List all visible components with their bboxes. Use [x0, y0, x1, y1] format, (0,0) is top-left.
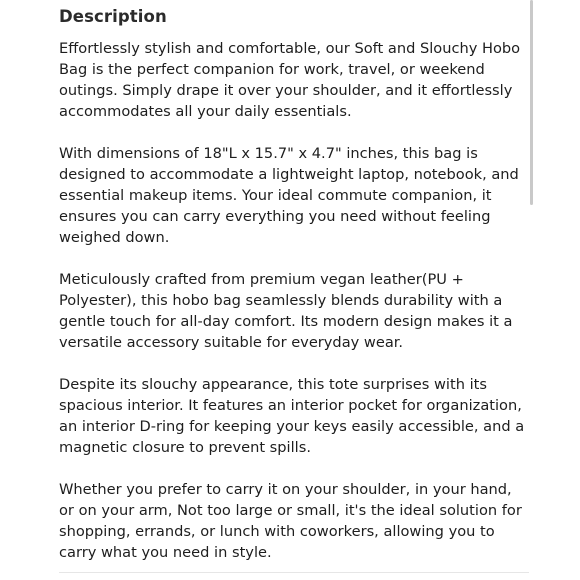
- description-content: [59, 4, 531, 580]
- description-paragraph-4: Despite its slouchy appearance, this tote surprises with its spacious interior. It features an interior pocket for organization, an interior D-ring for keeping your keys easily accessible, and a magnetic closure to prevent spills.: [59, 376, 525, 456]
- description-paragraph-2: With dimensions of 18"L x 15.7" x 4.7" inches, this bag is designed to accommodate a lightweight laptop, notebook, and essential makeup items. Your ideal commute companion, it ensures you can carry everything you need without feeling weighed down.: [59, 145, 519, 246]
- description-paragraph-3: Meticulously crafted from premium vegan leather(PU + Polyester), this hobo bag seamlessly blends durability with a gentle touch for all-day comfort. Its modern design makes it a versatile accessory suitable for everyday wear.: [59, 271, 513, 351]
- description-heading: Description: [59, 7, 167, 26]
- divider: [59, 572, 529, 573]
- description-paragraph-5: Whether you prefer to carry it on your shoulder, in your hand, or on your arm, Not too large or small, it's the ideal solution for shopping, errands, or lunch with coworkers, allowing you to carry what you need in style.: [59, 481, 522, 561]
- description-paragraph-1: Effortlessly stylish and comfortable, our Soft and Slouchy Hobo Bag is the perfect companion for work, travel, or weekend outings. Simply drape it over your shoulder, and it effortlessly accommodates all your daily essentials.: [59, 40, 521, 120]
- scrollbar-thumb[interactable]: [530, 0, 533, 205]
